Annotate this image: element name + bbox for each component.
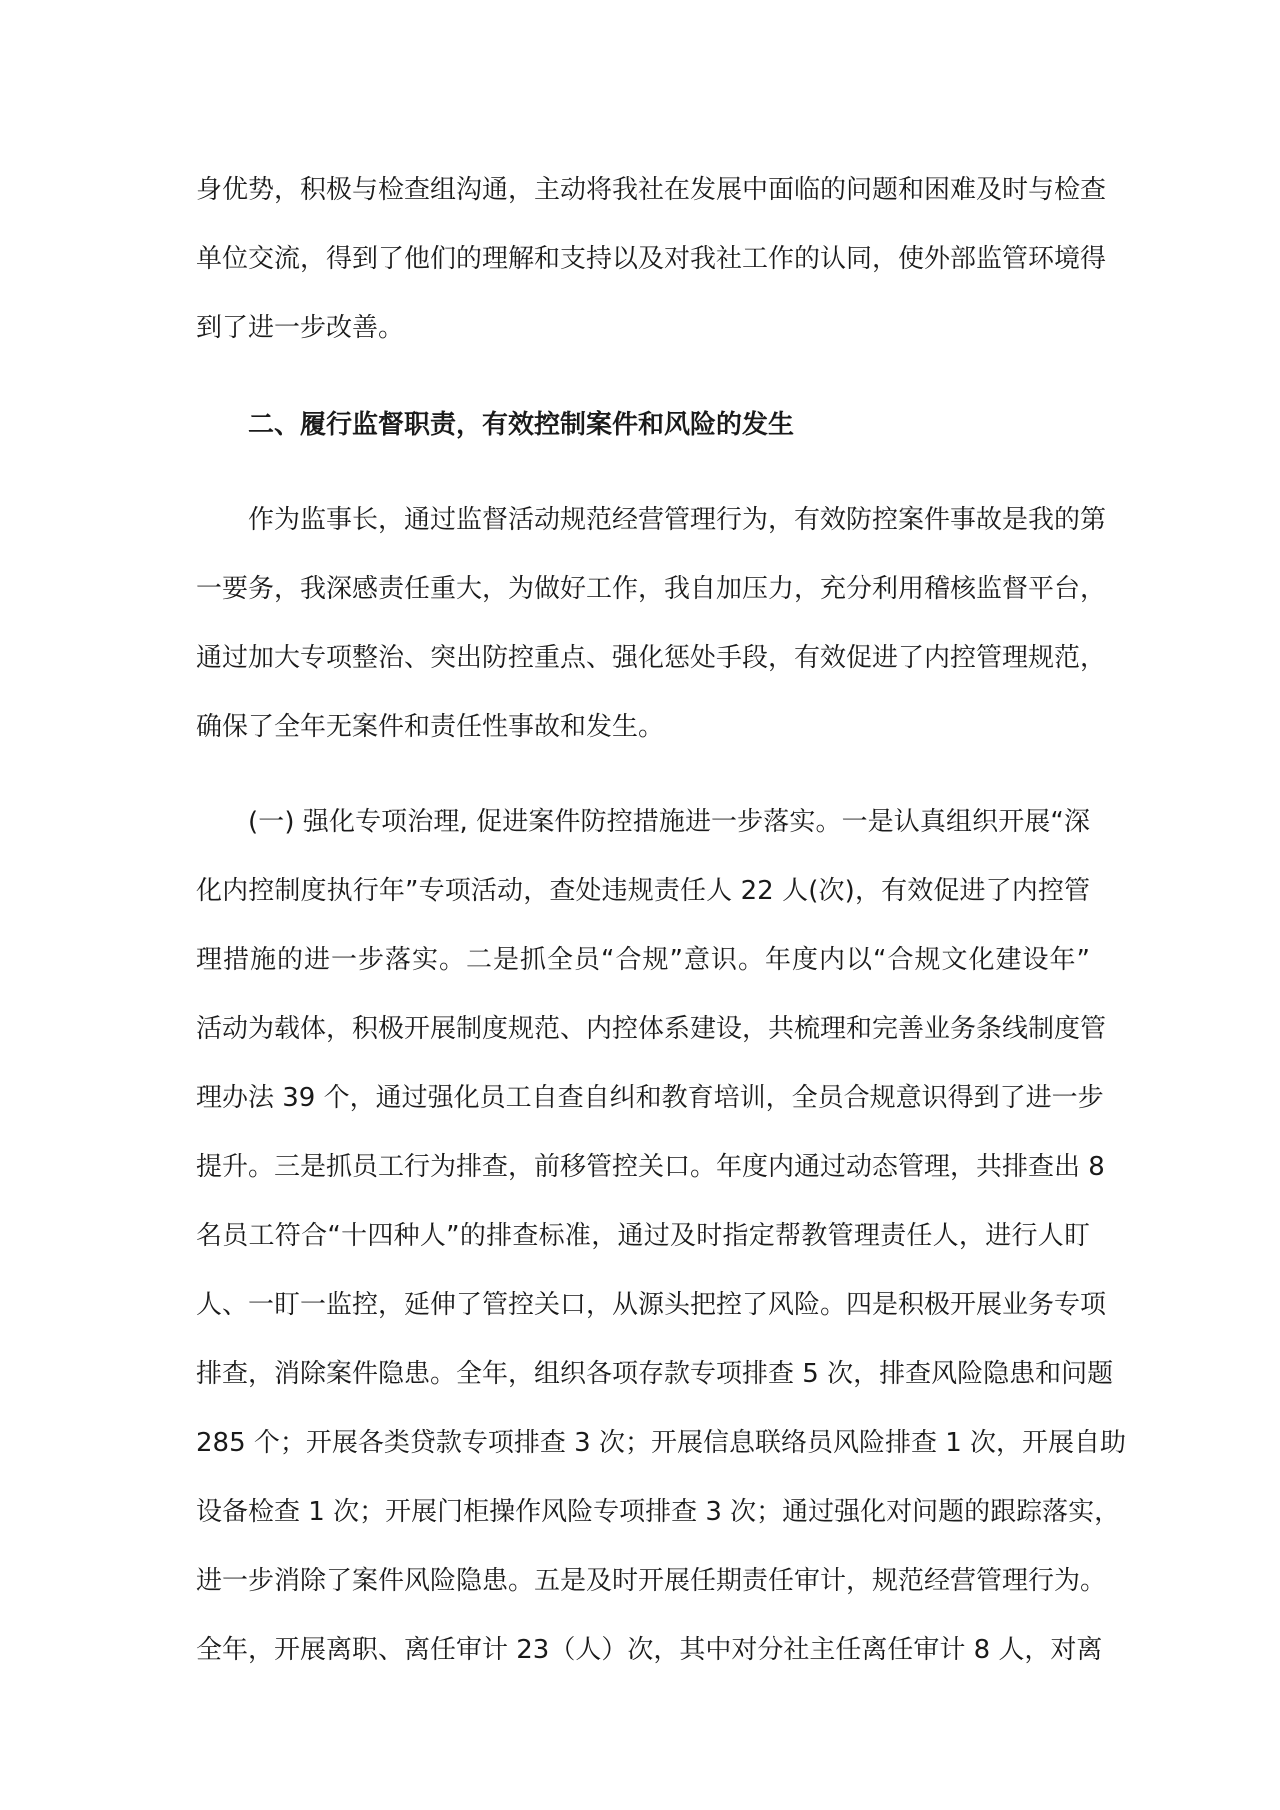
para3-line-3: 理措施的进一步落实。二是抓全员“合规”意识。年度内以“合规文化建设年” (196, 945, 1090, 975)
para3-line-9: 排查，消除案件隐患。全年，组织各项存款专项排查 5 次，排查风险隐患和问题 (196, 1359, 1114, 1389)
para3-line-11: 设备检查 1 次；开展门柜操作风险专项排查 3 次；通过强化对问题的跟踪落实， (196, 1497, 1121, 1527)
para1-line-1: 身优势，积极与检查组沟通，主动将我社在发展中面临的问题和困难及时与检查 (196, 175, 1107, 205)
para2-line-2: 一要务，我深感责任重大，为做好工作，我自加压力，充分利用稽核监督平台， (196, 574, 1107, 604)
para3-line-1: (一) 强化专项治理, 促进案件防控措施进一步落实。一是认真组织开展“深 (248, 807, 1090, 837)
para3-line-8: 人、一盯一监控，延伸了管控关口，从源头把控了风险。四是积极开展业务专项 (196, 1290, 1107, 1320)
para3-line-13: 全年，开展离职、离任审计 23（人）次，其中对分社主任离任审计 8 人，对离 (196, 1635, 1103, 1665)
para3-line-2: 化内控制度执行年”专项活动，查处违规责任人 22 人(次)，有效促进了内控管 (196, 876, 1090, 906)
para1-line-3: 到了进一步改善。 (196, 313, 405, 343)
para1-line-2: 单位交流，得到了他们的理解和支持以及对我社工作的认同，使外部监管环境得 (196, 244, 1107, 274)
para2-line-4: 确保了全年无案件和责任性事故和发生。 (196, 712, 665, 742)
para3-line-5: 理办法 39 个，通过强化员工自查自纠和教育培训，全员合规意识得到了进一步 (196, 1083, 1104, 1113)
para2-line-3: 通过加大专项整治、突出防控重点、强化惩处手段，有效促进了内控管理规范， (196, 643, 1107, 673)
para3-line-10: 285 个；开展各类贷款专项排查 3 次；开展信息联络员风险排查 1 次，开展自助 (196, 1428, 1127, 1458)
para3-line-7: 名员工符合“十四种人”的排查标准，通过及时指定帮教管理责任人，进行人盯 (196, 1221, 1090, 1251)
para3-line-6: 提升。三是抓员工行为排查，前移管控关口。年度内通过动态管理，共排查出 8 (196, 1152, 1105, 1182)
para3-line-4: 活动为载体，积极开展制度规范、内控体系建设，共梳理和完善业务条线制度管 (196, 1014, 1107, 1044)
para2-line-1: 作为监事长，通过监督活动规范经营管理行为，有效防控案件事故是我的第 (248, 505, 1107, 535)
para3-line-12: 进一步消除了案件风险隐患。五是及时开展任期责任审计，规范经营管理行为。 (196, 1566, 1107, 1596)
section-heading-2: 二、履行监督职责，有效控制案件和风险的发生 (248, 410, 795, 440)
